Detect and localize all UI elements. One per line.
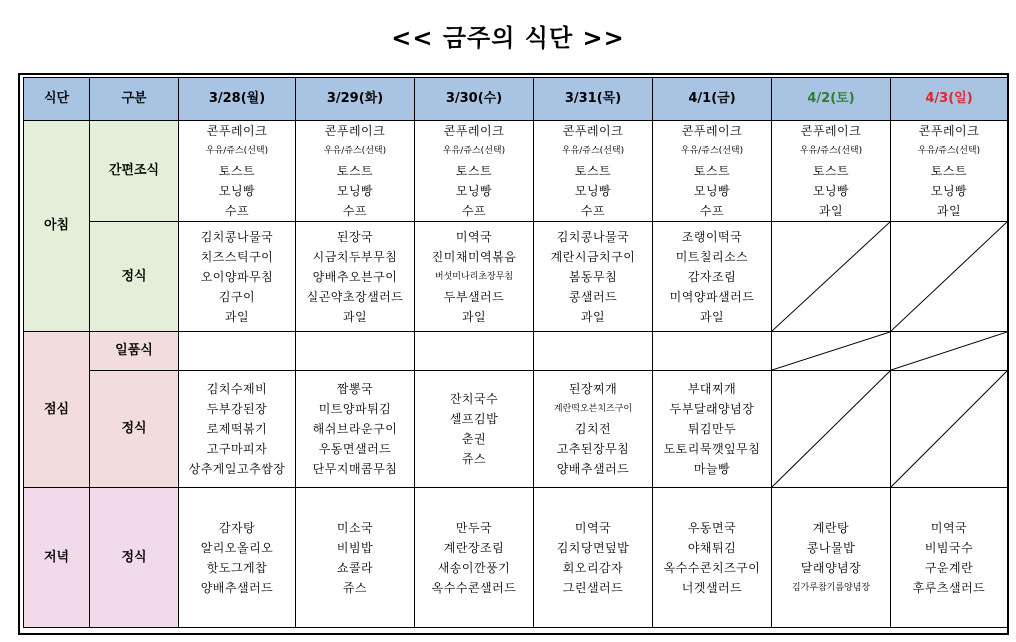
- menu-item: 수프: [342, 204, 368, 218]
- menu-item: 김치콩나물국: [556, 229, 630, 244]
- menu-item: 수프: [224, 204, 250, 218]
- empty-slashed-cell: [891, 222, 1008, 332]
- empty-cell: [296, 332, 415, 371]
- menu-item: 쇼콜라: [336, 560, 374, 575]
- menu-cell: [653, 488, 772, 628]
- menu-item: 김치전: [574, 422, 612, 436]
- type-label-regular: 정식: [90, 488, 179, 628]
- menu-item: 봄동무침: [568, 269, 618, 284]
- menu-cell: [179, 371, 296, 488]
- menu-item: 과일: [818, 204, 844, 218]
- menu-item: 조랭이떡국: [681, 229, 743, 244]
- header-meal: 식단: [24, 78, 90, 121]
- header-day-tue: 3/29(화): [296, 78, 415, 121]
- menu-item: 콩나물밥: [806, 540, 856, 555]
- row-lunch-single: [24, 332, 1008, 371]
- type-label-simple: 간편조식: [90, 121, 179, 222]
- type-label-regular: 정식: [90, 371, 179, 488]
- header-day-sun: 4/3(일): [891, 78, 1008, 121]
- menu-item: 치즈스틱구이: [200, 249, 274, 264]
- menu-item: 우유/쥬스(선택): [680, 146, 744, 156]
- menu-item: 로제떡볶기: [206, 422, 268, 436]
- menu-item: 콘푸레이크: [206, 124, 268, 138]
- menu-cell: [891, 488, 1008, 628]
- meal-label-dinner: 저녁: [24, 488, 90, 628]
- menu-item: 모닝빵: [336, 184, 374, 198]
- menu-item: 고추된장무침: [556, 442, 630, 456]
- menu-item: 콩샐러드: [568, 289, 618, 304]
- menu-item: 모닝빵: [930, 184, 968, 198]
- menu-item: 우동면국: [687, 520, 737, 535]
- menu-item: 미역국: [455, 229, 493, 244]
- menu-item: 두부강된장: [206, 402, 268, 416]
- menu-item: 쥬스: [342, 580, 368, 595]
- menu-cell: [653, 222, 772, 332]
- menu-item: 김치수제비: [206, 382, 268, 396]
- menu-item: 우유/쥬스(선택): [442, 146, 506, 156]
- menu-item: 진미채미역볶음: [431, 249, 517, 264]
- menu-cell: [891, 121, 1008, 222]
- menu-item: 우유/쥬스(선택): [205, 146, 269, 156]
- menu-item: 핫도그게찹: [206, 560, 268, 575]
- menu-item: 회오리감자: [562, 560, 624, 575]
- menu-item: 쥬스: [461, 452, 487, 466]
- menu-item: 후루츠샐러드: [912, 580, 986, 595]
- menu-item: 수프: [461, 204, 487, 218]
- menu-item: 두부샐러드: [443, 289, 505, 304]
- menu-item: 비빔국수: [924, 540, 974, 555]
- menu-item: 콘푸레이크: [681, 124, 743, 138]
- menu-item: 비빔밥: [336, 540, 374, 555]
- header-day-fri: 4/1(금): [653, 78, 772, 121]
- header-day-thu: 3/31(목): [534, 78, 653, 121]
- menu-item: 양배추샐러드: [556, 462, 630, 476]
- menu-item: 셀프김밥: [449, 412, 499, 426]
- menu-cell: [179, 222, 296, 332]
- header-day-mon: 3/28(월): [179, 78, 296, 121]
- menu-item: 미역국: [930, 520, 968, 535]
- menu-cell: [772, 121, 891, 222]
- menu-item: 잔치국수: [449, 392, 499, 406]
- menu-item: 계란탕: [812, 520, 850, 535]
- menu-item: 오이양파무침: [200, 269, 274, 284]
- weekly-menu-table: [23, 77, 1008, 628]
- empty-cell: [179, 332, 296, 371]
- menu-cell: [179, 121, 296, 222]
- menu-item: 토스트: [930, 164, 968, 178]
- type-label-single: 일품식: [90, 332, 179, 371]
- header-day-sat: 4/2(토): [772, 78, 891, 121]
- menu-cell: [415, 371, 534, 488]
- row-dinner-regular: [24, 488, 1008, 628]
- menu-item: 상추게일고추쌈장: [188, 462, 286, 476]
- menu-item: 미트양파튀김: [318, 402, 392, 416]
- menu-item: 부대찌개: [687, 382, 737, 396]
- empty-cell: [653, 332, 772, 371]
- menu-cell: [415, 488, 534, 628]
- row-breakfast-simple: [24, 121, 1008, 222]
- menu-item: 그린샐러드: [562, 580, 624, 595]
- menu-cell: [296, 371, 415, 488]
- menu-item: 도토리묵깻잎무침: [663, 442, 761, 456]
- menu-item: 된장국: [336, 229, 374, 244]
- page-title: << 금주의 식단 >>: [391, 24, 625, 52]
- menu-item: 튀김만두: [687, 422, 737, 436]
- menu-item: 미역양파샐러드: [669, 289, 755, 304]
- menu-cell: [415, 222, 534, 332]
- menu-item: 구운계란: [924, 560, 974, 575]
- type-label-regular: 정식: [90, 222, 179, 332]
- menu-item: 감자탕: [218, 520, 256, 535]
- menu-item: 수프: [699, 204, 725, 218]
- header-day-wed: 3/30(수): [415, 78, 534, 121]
- menu-item: 김구이: [218, 289, 256, 304]
- menu-item: 미소국: [336, 520, 374, 535]
- meal-label-breakfast: 아침: [24, 121, 90, 332]
- menu-item: 고구마피자: [206, 442, 268, 456]
- menu-item: 미트칠리소스: [675, 249, 749, 264]
- menu-cell: [296, 222, 415, 332]
- menu-item: 과일: [461, 309, 487, 324]
- menu-item: 너겟샐러드: [681, 580, 743, 595]
- menu-item: 우동면샐러드: [318, 442, 392, 456]
- empty-slashed-cell: [772, 222, 891, 332]
- empty-slashed-cell: [772, 371, 891, 488]
- row-lunch-regular: [24, 371, 1008, 488]
- menu-item: 단무지매콤무침: [312, 462, 398, 476]
- menu-item: 계란장조림: [443, 540, 505, 555]
- menu-cell: [534, 488, 653, 628]
- menu-item: 모닝빵: [812, 184, 850, 198]
- header-row: [24, 78, 1008, 121]
- menu-cell: [296, 488, 415, 628]
- menu-item: 우유/쥬스(선택): [917, 146, 981, 156]
- menu-cell: [296, 121, 415, 222]
- menu-item: 감자조림: [687, 269, 737, 284]
- menu-item: 콘푸레이크: [324, 124, 386, 138]
- menu-item: 우유/쥬스(선택): [799, 146, 863, 156]
- menu-item: 춘권: [461, 432, 487, 446]
- menu-item: 양배추오븐구이: [312, 269, 398, 284]
- menu-item: 마늘빵: [693, 462, 731, 476]
- menu-item: 옥수수콘샐러드: [431, 580, 517, 595]
- menu-item: 과일: [224, 309, 250, 324]
- menu-item: 알리오올리오: [200, 540, 274, 555]
- empty-slashed-cell: [891, 332, 1008, 371]
- menu-item: 모닝빵: [574, 184, 612, 198]
- empty-slashed-cell: [891, 371, 1008, 488]
- menu-item: 콘푸레이크: [918, 124, 980, 138]
- menu-item: 버섯미나리초장무침: [434, 271, 514, 282]
- menu-item: 수프: [580, 204, 606, 218]
- meal-label-lunch: 점심: [24, 332, 90, 488]
- menu-item: 김치콩나물국: [200, 229, 274, 244]
- menu-item: 짬뽕국: [336, 382, 374, 396]
- menu-item: 과일: [342, 309, 368, 324]
- menu-item: 과일: [699, 309, 725, 324]
- empty-cell: [534, 332, 653, 371]
- menu-item: 김치당면덮밥: [556, 540, 630, 555]
- menu-item: 김가루참기름양념장: [791, 582, 871, 593]
- menu-item: 과일: [580, 309, 606, 324]
- menu-item: 시금치두부무침: [312, 249, 398, 264]
- menu-cell: [653, 371, 772, 488]
- menu-cell: [534, 222, 653, 332]
- menu-item: 토스트: [336, 164, 374, 178]
- empty-slashed-cell: [772, 332, 891, 371]
- menu-cell: [179, 488, 296, 628]
- empty-cell: [415, 332, 534, 371]
- menu-item: 모닝빵: [455, 184, 493, 198]
- menu-item: 계란떡오븐치즈구이: [553, 404, 633, 414]
- menu-item: 우유/쥬스(선택): [323, 146, 387, 156]
- menu-item: 토스트: [455, 164, 493, 178]
- row-breakfast-regular: [24, 222, 1008, 332]
- menu-item: 토스트: [218, 164, 256, 178]
- menu-item: 토스트: [812, 164, 850, 178]
- menu-item: 야채튀김: [687, 540, 737, 555]
- menu-item: 토스트: [574, 164, 612, 178]
- menu-item: 새송이깐풍기: [437, 560, 511, 575]
- menu-item: 우유/쥬스(선택): [561, 146, 625, 156]
- menu-item: 양배추샐러드: [200, 580, 274, 595]
- menu-item: 실곤약초장샐러드: [306, 289, 404, 304]
- menu-item: 옥수수콘치즈구이: [663, 560, 761, 575]
- menu-item: 콘푸레이크: [562, 124, 624, 138]
- menu-item: 만두국: [455, 520, 493, 535]
- menu-item: 콘푸레이크: [443, 124, 505, 138]
- menu-cell: [415, 121, 534, 222]
- menu-cell: [772, 488, 891, 628]
- menu-item: 된장찌개: [568, 382, 618, 396]
- menu-item: 토스트: [693, 164, 731, 178]
- menu-item: 계란시금치구이: [550, 249, 636, 264]
- header-type: 구분: [90, 78, 179, 121]
- menu-cell: [534, 121, 653, 222]
- menu-item: 모닝빵: [218, 184, 256, 198]
- menu-item: 과일: [936, 204, 962, 218]
- menu-item: 미역국: [574, 520, 612, 535]
- menu-cell: [534, 371, 653, 488]
- menu-item: 달래양념장: [800, 560, 862, 575]
- menu-item: 두부달래양념장: [669, 402, 755, 416]
- menu-item: 모닝빵: [693, 184, 731, 198]
- menu-item: 해쉬브라운구이: [312, 422, 398, 436]
- menu-cell: [653, 121, 772, 222]
- menu-item: 콘푸레이크: [800, 124, 862, 138]
